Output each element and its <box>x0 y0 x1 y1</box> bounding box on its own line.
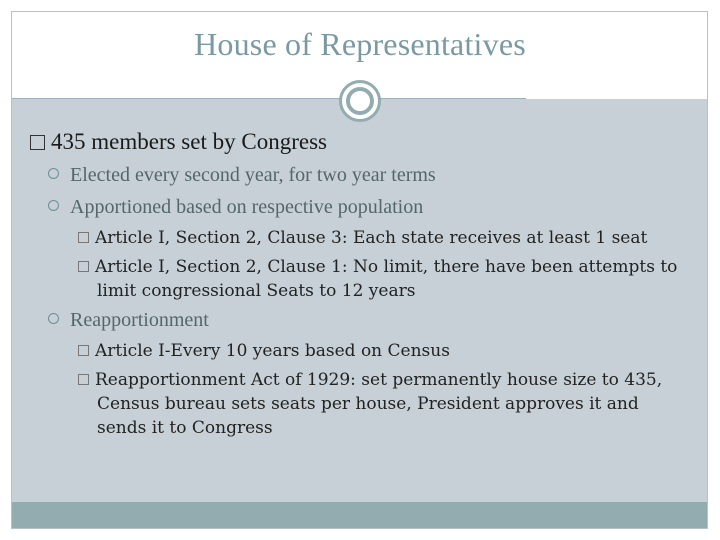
bullet-text: Apportioned based on respective population <box>70 196 424 218</box>
bullet-continuation: sends it to Congress <box>97 418 273 438</box>
bullet-level3 <box>78 228 647 248</box>
bullet-text: Article I-Every 10 years based on Census <box>95 341 450 361</box>
bullet-text: Reapportionment <box>70 309 209 331</box>
footer-bar <box>12 502 707 528</box>
bullet-text: 435 members set by Congress <box>51 129 327 154</box>
circle-bullet-icon <box>48 313 59 324</box>
bullet-level3 <box>78 257 677 277</box>
bullet-level3 <box>78 370 662 390</box>
bullet-level3 <box>78 341 450 361</box>
square-bullet-icon <box>78 261 89 272</box>
bullet-level2 <box>48 309 209 332</box>
ring-ornament-icon <box>339 80 381 122</box>
square-bullet-icon <box>30 135 45 150</box>
circle-bullet-icon <box>48 200 59 211</box>
square-bullet-icon <box>78 345 89 356</box>
bullet-text: Article I, Section 2, Clause 3: Each state receives at least 1 seat <box>95 228 648 248</box>
title-divider <box>12 98 526 99</box>
bullet-text: Article I, Section 2, Clause 1: No limit, there have been attempts to <box>95 257 678 277</box>
bullet-continuation: Census bureau sets seats per house, President approves it and <box>97 394 639 414</box>
square-bullet-icon <box>78 232 89 243</box>
bullet-continuation: limit congressional Seats to 12 years <box>97 281 416 301</box>
slide-title: House of Representatives <box>194 26 526 62</box>
bullet-text: Elected every second year, for two year terms <box>70 164 436 186</box>
bullet-level2 <box>48 196 423 219</box>
square-bullet-icon <box>78 374 89 385</box>
bullet-level1 <box>30 129 327 155</box>
bullet-text: Reapportionment Act of 1929: set permanently house size to 435, <box>95 370 663 390</box>
circle-bullet-icon <box>48 168 59 179</box>
bullet-level2 <box>48 164 436 187</box>
